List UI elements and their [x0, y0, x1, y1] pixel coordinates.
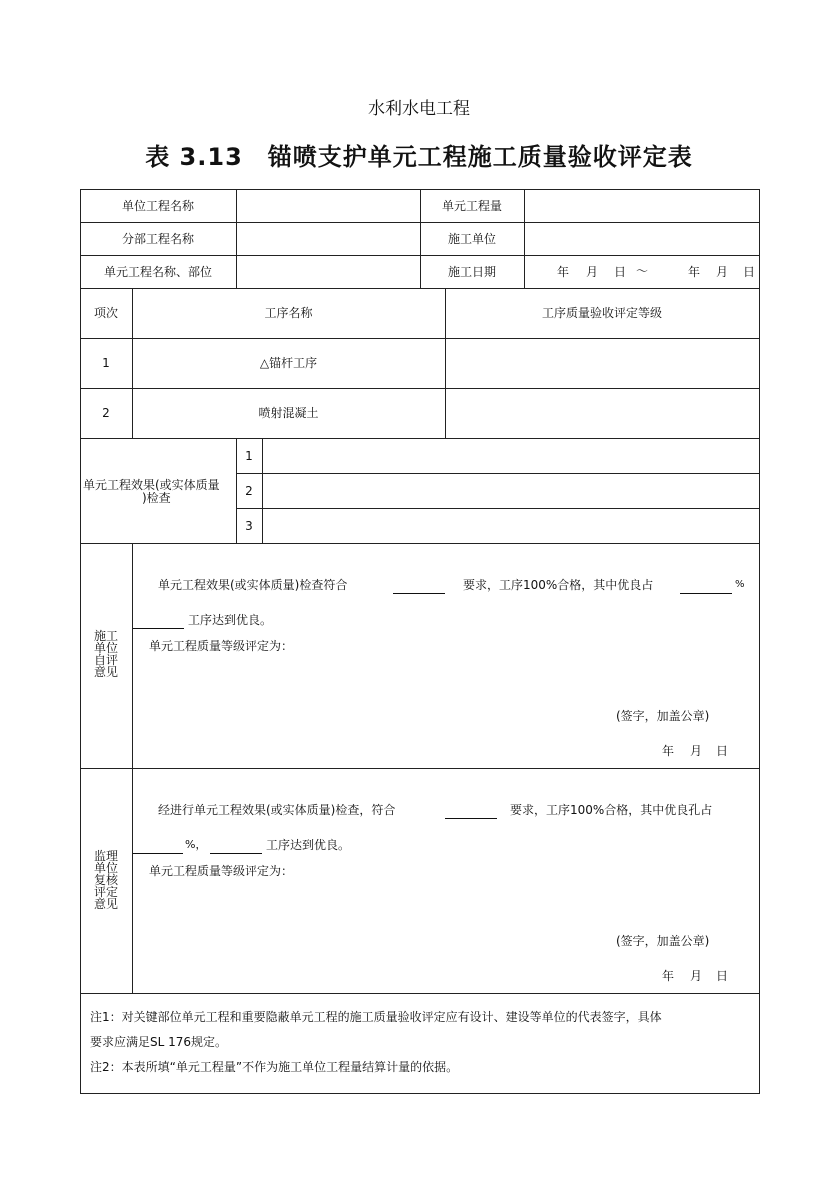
contractor-count-blank[interactable]	[133, 616, 184, 629]
date-tilde: ～	[636, 264, 649, 278]
contractor-sign: (签字，加盖公章)	[616, 709, 710, 723]
process-row-no: 1	[102, 356, 110, 370]
contractor-standard-blank[interactable]	[393, 581, 445, 594]
effect-item-field[interactable]	[262, 473, 759, 508]
page-title: 表 3.13 锚喷支护单元工程施工质量验收评定表	[145, 143, 693, 171]
label-sub-project-name: 分部工程名称	[121, 231, 194, 246]
supervisor-standard-blank[interactable]	[445, 806, 497, 819]
field-unit-work-name-location[interactable]	[236, 255, 420, 288]
supervisor-percent-blank[interactable]	[133, 841, 183, 854]
field-unit-project-name[interactable]	[236, 189, 420, 222]
label-unit-work-name-location: 单元工程名称、部位	[103, 264, 212, 279]
date-month: 月	[586, 265, 599, 279]
effect-check-label: 单元工程效果(或实体质量	[83, 478, 220, 492]
process-row-no: 2	[102, 406, 110, 420]
supervisor-grade-label: 单元工程质量等级评定为：	[149, 864, 294, 878]
effect-item-no: 1	[245, 448, 253, 463]
note-1-cont: 要求应满足SL 176规定。	[90, 1035, 228, 1049]
process-row-name: △锚杆工序	[259, 356, 318, 370]
effect-item-no: 2	[245, 483, 253, 498]
contractor-line2: 工序达到优良。	[188, 613, 273, 627]
supervisor-count-blank[interactable]	[210, 841, 262, 854]
date-day: 日	[743, 265, 756, 279]
label-unit-work-quantity: 单元工程量	[441, 198, 502, 213]
date-year: 年	[688, 265, 701, 279]
col-header-grade: 工序质量验收评定等级	[541, 306, 662, 320]
label-construction-date: 施工日期	[447, 264, 496, 279]
field-unit-work-quantity[interactable]	[524, 189, 759, 222]
effect-check-label-cont: )检查	[142, 491, 171, 505]
date-day: 日	[614, 265, 627, 279]
contractor-line1: 单元工程效果(或实体质量)检查符合	[158, 578, 348, 592]
label-unit-project-name: 单位工程名称	[121, 198, 194, 213]
date-year: 年	[557, 265, 570, 279]
document-page: 水利水电工程 表 3.13 锚喷支护单元工程施工质量验收评定表 单位工程名称 单元工程量 分部工程名称 施工单位 单元工程名称、部位 施工日期 年 月 日 ～ 年 月 日 项次 工序名称 工序质量验收评定等级 1 △锚杆工序 2 喷射混凝土 单元工程效果(或实体质量 )检查 1 2 3 施工 单位 自评 意见 单元工程效果(或实体质量)检查符合 要求，工序100%合格，其中优良占 % 工序达到优良。 单元工程质量等级评定为： (签字，加盖公章) 年 月 日 监理 单位 复核 评定 意见 经进行单元工程效果(或实体质量)检查，符合 要求，工序100%合格，其中优良孔占 %， 工序达到优良。 单元工程质量等级评定为： (签字，加盖公章) 年 月 日 注1：对关键部位单元工程和重要隐蔽单元工程的施工质量验收评定应有设计、建设等单位的代表签字，具体 要求应满足SL 176规定。 注2：本表所填“单元工程量”不作为施工单位工程量结算计量的依据。	[0, 0, 838, 1186]
date-month: 月	[716, 265, 729, 279]
process-row-grade-field[interactable]	[445, 388, 759, 438]
process-row-grade-field[interactable]	[445, 338, 759, 388]
effect-item-no: 3	[245, 518, 253, 533]
col-header-no: 项次	[93, 306, 118, 320]
contractor-opinion-label: 施工 单位 自评 意见	[93, 629, 118, 679]
effect-item-field[interactable]	[262, 438, 759, 473]
contractor-line1-cont: 要求，工序100%合格，其中优良占	[463, 578, 654, 592]
process-row-name: 喷射混凝土	[258, 406, 319, 420]
note-2: 注2：本表所填“单元工程量”不作为施工单位工程量结算计量的依据。	[90, 1060, 459, 1074]
percent-sign: %	[735, 579, 745, 590]
supervisor-line1-cont: 要求，工序100%合格，其中优良孔占	[510, 803, 713, 817]
note-1: 注1：对关键部位单元工程和重要隐蔽单元工程的施工质量验收评定应有设计、建设等单位的代表签字，具体	[90, 1010, 662, 1024]
supervisor-opinion-label: 监理 单位 复核 评定 意见	[93, 849, 118, 911]
percent-sign: %，	[185, 838, 207, 851]
col-header-process-name: 工序名称	[264, 306, 313, 320]
field-construction-unit[interactable]	[524, 222, 759, 255]
effect-item-field[interactable]	[262, 508, 759, 543]
label-construction-unit: 施工单位	[447, 231, 496, 246]
supervisor-line2: 工序达到优良。	[266, 838, 351, 852]
field-sub-project-name[interactable]	[236, 222, 420, 255]
contractor-percent-blank[interactable]	[680, 581, 732, 594]
contractor-grade-label: 单元工程质量等级评定为：	[149, 639, 294, 653]
supervisor-sign: (签字，加盖公章)	[616, 934, 710, 948]
subtitle: 水利水电工程	[368, 99, 470, 119]
supervisor-line1: 经进行单元工程效果(或实体质量)检查，符合	[158, 803, 396, 817]
